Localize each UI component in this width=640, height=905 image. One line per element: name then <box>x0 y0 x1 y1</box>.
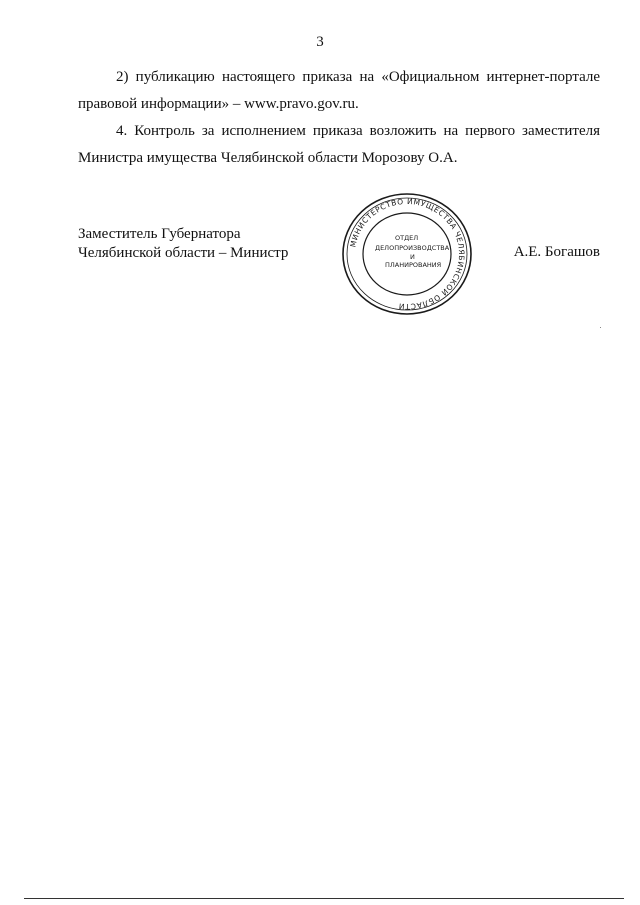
signer-name: А.Е. Богашов <box>513 244 600 260</box>
paragraph-line: 2) публикацию настоящего приказа на «Официальном интернет-портале <box>116 69 600 85</box>
stamp-inner-line: ДЕЛОПРОИЗВОДСТВА <box>375 244 450 252</box>
scan-speck <box>600 327 601 328</box>
stamp-inner-line: ПЛАНИРОВАНИЯ <box>385 261 442 269</box>
paragraph-line: правовой информации» – www.pravo.gov.ru. <box>78 96 359 112</box>
signer-title-line: Челябинской области – Министр <box>78 245 289 261</box>
paragraph-control <box>78 118 600 172</box>
stamp-inner-line: ОТДЕЛ <box>395 234 419 242</box>
paragraph-line: Министра имущества Челябинской области Морозову О.А. <box>78 150 458 166</box>
page-bottom-edge <box>24 898 624 899</box>
page-number: 3 <box>316 34 324 50</box>
paragraph-line: 4. Контроль за исполнением приказа возложить на первого заместителя <box>116 123 600 139</box>
signer-title-line: Заместитель Губернатора <box>78 226 241 242</box>
paragraph-publication <box>78 64 600 118</box>
stamp-ring-text: МИНИСТЕРСТВО ИМУЩЕСТВА ЧЕЛЯБИНСКОЙ ОБЛАСТИ <box>348 196 467 312</box>
stamp-seal-graphic <box>337 190 477 318</box>
stamp-inner-line: И <box>410 253 415 261</box>
signer-title <box>78 225 288 263</box>
official-stamp <box>337 190 477 318</box>
